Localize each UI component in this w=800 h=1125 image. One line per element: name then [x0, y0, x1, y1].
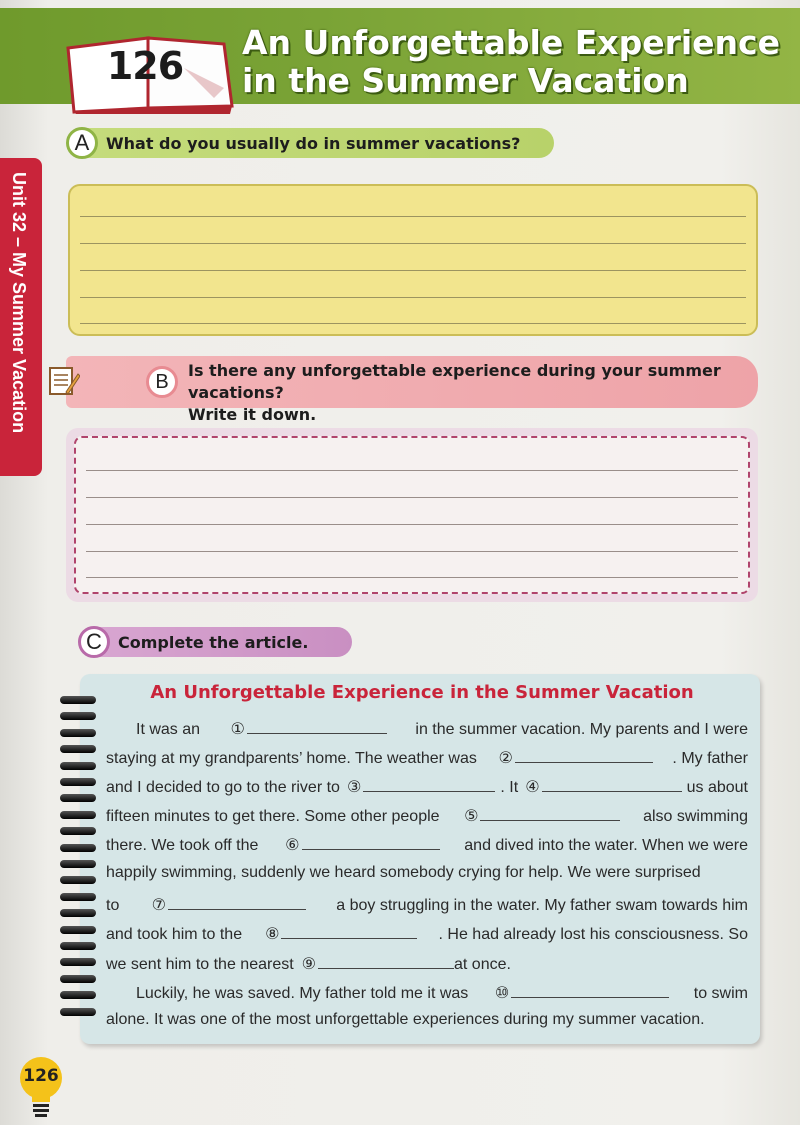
article-line	[106, 894, 748, 916]
article-text: we sent him to the nearest	[106, 956, 294, 973]
spiral-ring	[60, 729, 96, 737]
spiral-ring	[60, 876, 96, 884]
fill-in-blank[interactable]	[318, 953, 454, 969]
article-text: Luckily, he was saved. My father told me it was	[136, 985, 469, 1002]
section-c-badge: C	[78, 626, 110, 658]
section-b-question-line-1: Is there any unforgettable experience during your summer vacations?	[188, 361, 721, 402]
article-line	[106, 982, 748, 1004]
article-text: happily swimming, suddenly we heard somebody crying for help. We were surprised	[106, 864, 701, 881]
article-line	[106, 953, 748, 975]
fill-in-blank[interactable]	[511, 982, 669, 998]
fill-in-blank[interactable]	[247, 718, 387, 734]
unit-label: Unit 32 – My Summer Vacation	[9, 172, 29, 434]
writing-line	[86, 524, 738, 525]
blank-group	[150, 894, 306, 915]
writing-line	[80, 297, 746, 298]
spiral-ring	[60, 794, 96, 802]
article-text: also swimming	[643, 808, 748, 825]
spiral-ring	[60, 942, 96, 950]
section-b-header	[66, 356, 758, 424]
article-text: It was an	[136, 721, 201, 738]
section-c-header	[80, 627, 352, 657]
fill-in-blank[interactable]	[302, 834, 440, 850]
spiral-ring	[60, 745, 96, 753]
blank-group	[283, 834, 439, 855]
writing-line	[80, 323, 746, 324]
article-title: An Unforgettable Experience in the Summer Vacation	[150, 682, 694, 703]
article-line	[106, 747, 748, 769]
writing-line	[86, 577, 738, 578]
blank-group	[462, 805, 620, 826]
title-line-1: An Unforgettable Experience	[242, 23, 780, 62]
article-line	[106, 776, 748, 798]
article-line	[106, 1011, 748, 1033]
article-text: at once.	[454, 956, 511, 973]
article-text: and dived into the water. When we were	[464, 837, 748, 854]
article-line	[106, 718, 748, 740]
spiral-ring	[60, 991, 96, 999]
spiral-ring	[60, 712, 96, 720]
article-line	[106, 834, 748, 856]
section-b-answer-box[interactable]	[66, 428, 758, 602]
article-text: staying at my grandparents’ home. The weather was	[106, 750, 477, 767]
lesson-number: 126	[106, 44, 184, 88]
article-text: alone. It was one of the most unforgettable experiences during my summer vacation.	[106, 1011, 705, 1028]
writing-line	[86, 470, 738, 471]
writing-line	[80, 243, 746, 244]
fill-in-blank[interactable]	[515, 747, 653, 763]
notepad-pencil-icon	[48, 364, 80, 398]
writing-line	[80, 270, 746, 271]
blank-number: ⑥	[285, 837, 300, 854]
blank-group	[493, 982, 669, 1003]
spiral-ring	[60, 909, 96, 917]
article-text: in the summer vacation. My parents and I were	[415, 721, 748, 738]
blank-number: ③	[346, 779, 362, 796]
blank-group	[345, 776, 495, 797]
article-text: us about	[686, 779, 748, 796]
article-line	[106, 923, 748, 945]
article-text: to	[106, 897, 120, 914]
blank-number: ②	[498, 750, 513, 767]
article-text: . It	[500, 779, 519, 796]
page-title	[242, 24, 782, 100]
section-b-dashed-frame	[74, 436, 750, 594]
article-text: fifteen minutes to get there. Some other people	[106, 808, 440, 825]
blank-number: ⑨	[301, 956, 316, 973]
blank-number: ⑩	[494, 985, 510, 1002]
spiral-ring	[60, 975, 96, 983]
blank-group	[229, 718, 387, 739]
article-text: . My father	[672, 750, 748, 767]
fill-in-blank[interactable]	[281, 923, 417, 939]
section-a-answer-box[interactable]	[68, 184, 758, 336]
fill-in-blank[interactable]	[480, 805, 620, 821]
blank-number: ④	[525, 779, 540, 796]
spiral-ring	[60, 926, 96, 934]
spiral-ring	[60, 778, 96, 786]
article-text: there. We took off the	[106, 837, 259, 854]
fill-in-blank[interactable]	[542, 776, 682, 792]
spiral-ring	[60, 958, 96, 966]
spiral-ring	[60, 893, 96, 901]
spiral-ring	[60, 1008, 96, 1016]
blank-group	[300, 953, 454, 974]
section-b-badge: B	[146, 366, 178, 398]
section-b-question	[188, 360, 800, 426]
spiral-ring	[60, 762, 96, 770]
page-number: 126	[23, 1066, 59, 1086]
blank-group	[263, 923, 417, 944]
article-text: and took him to the	[106, 926, 243, 943]
article-text: a boy struggling in the water. My father swam towards him	[336, 897, 748, 914]
article-line	[106, 805, 748, 827]
section-c-instruction: Complete the article.	[118, 632, 309, 652]
article-text: to swim	[693, 985, 748, 1002]
article-line	[106, 864, 748, 886]
spiral-ring	[60, 827, 96, 835]
spiral-ring	[60, 844, 96, 852]
spiral-ring	[60, 860, 96, 868]
blank-number: ⑤	[464, 808, 479, 825]
section-a-badge: A	[66, 127, 98, 159]
blank-group	[496, 747, 652, 768]
section-a-question: What do you usually do in summer vacations?	[106, 133, 521, 153]
writing-line	[86, 497, 738, 498]
writing-line	[80, 216, 746, 217]
title-line-2: in the Summer Vacation	[242, 61, 689, 100]
section-a-header	[68, 128, 554, 158]
blank-number: ⑧	[265, 926, 280, 943]
unit-side-tab	[0, 158, 42, 476]
fill-in-blank[interactable]	[363, 776, 495, 792]
article-text: and I decided to go to the river to	[106, 779, 340, 796]
blank-group	[523, 776, 681, 797]
blank-number: ⑦	[151, 897, 166, 914]
fill-in-blank[interactable]	[168, 894, 306, 910]
blank-number: ①	[230, 721, 245, 738]
spiral-ring	[60, 811, 96, 819]
article-text: . He had already lost his consciousness. So	[438, 926, 748, 943]
section-b-question-line-2: Write it down.	[188, 405, 317, 424]
writing-line	[86, 551, 738, 552]
